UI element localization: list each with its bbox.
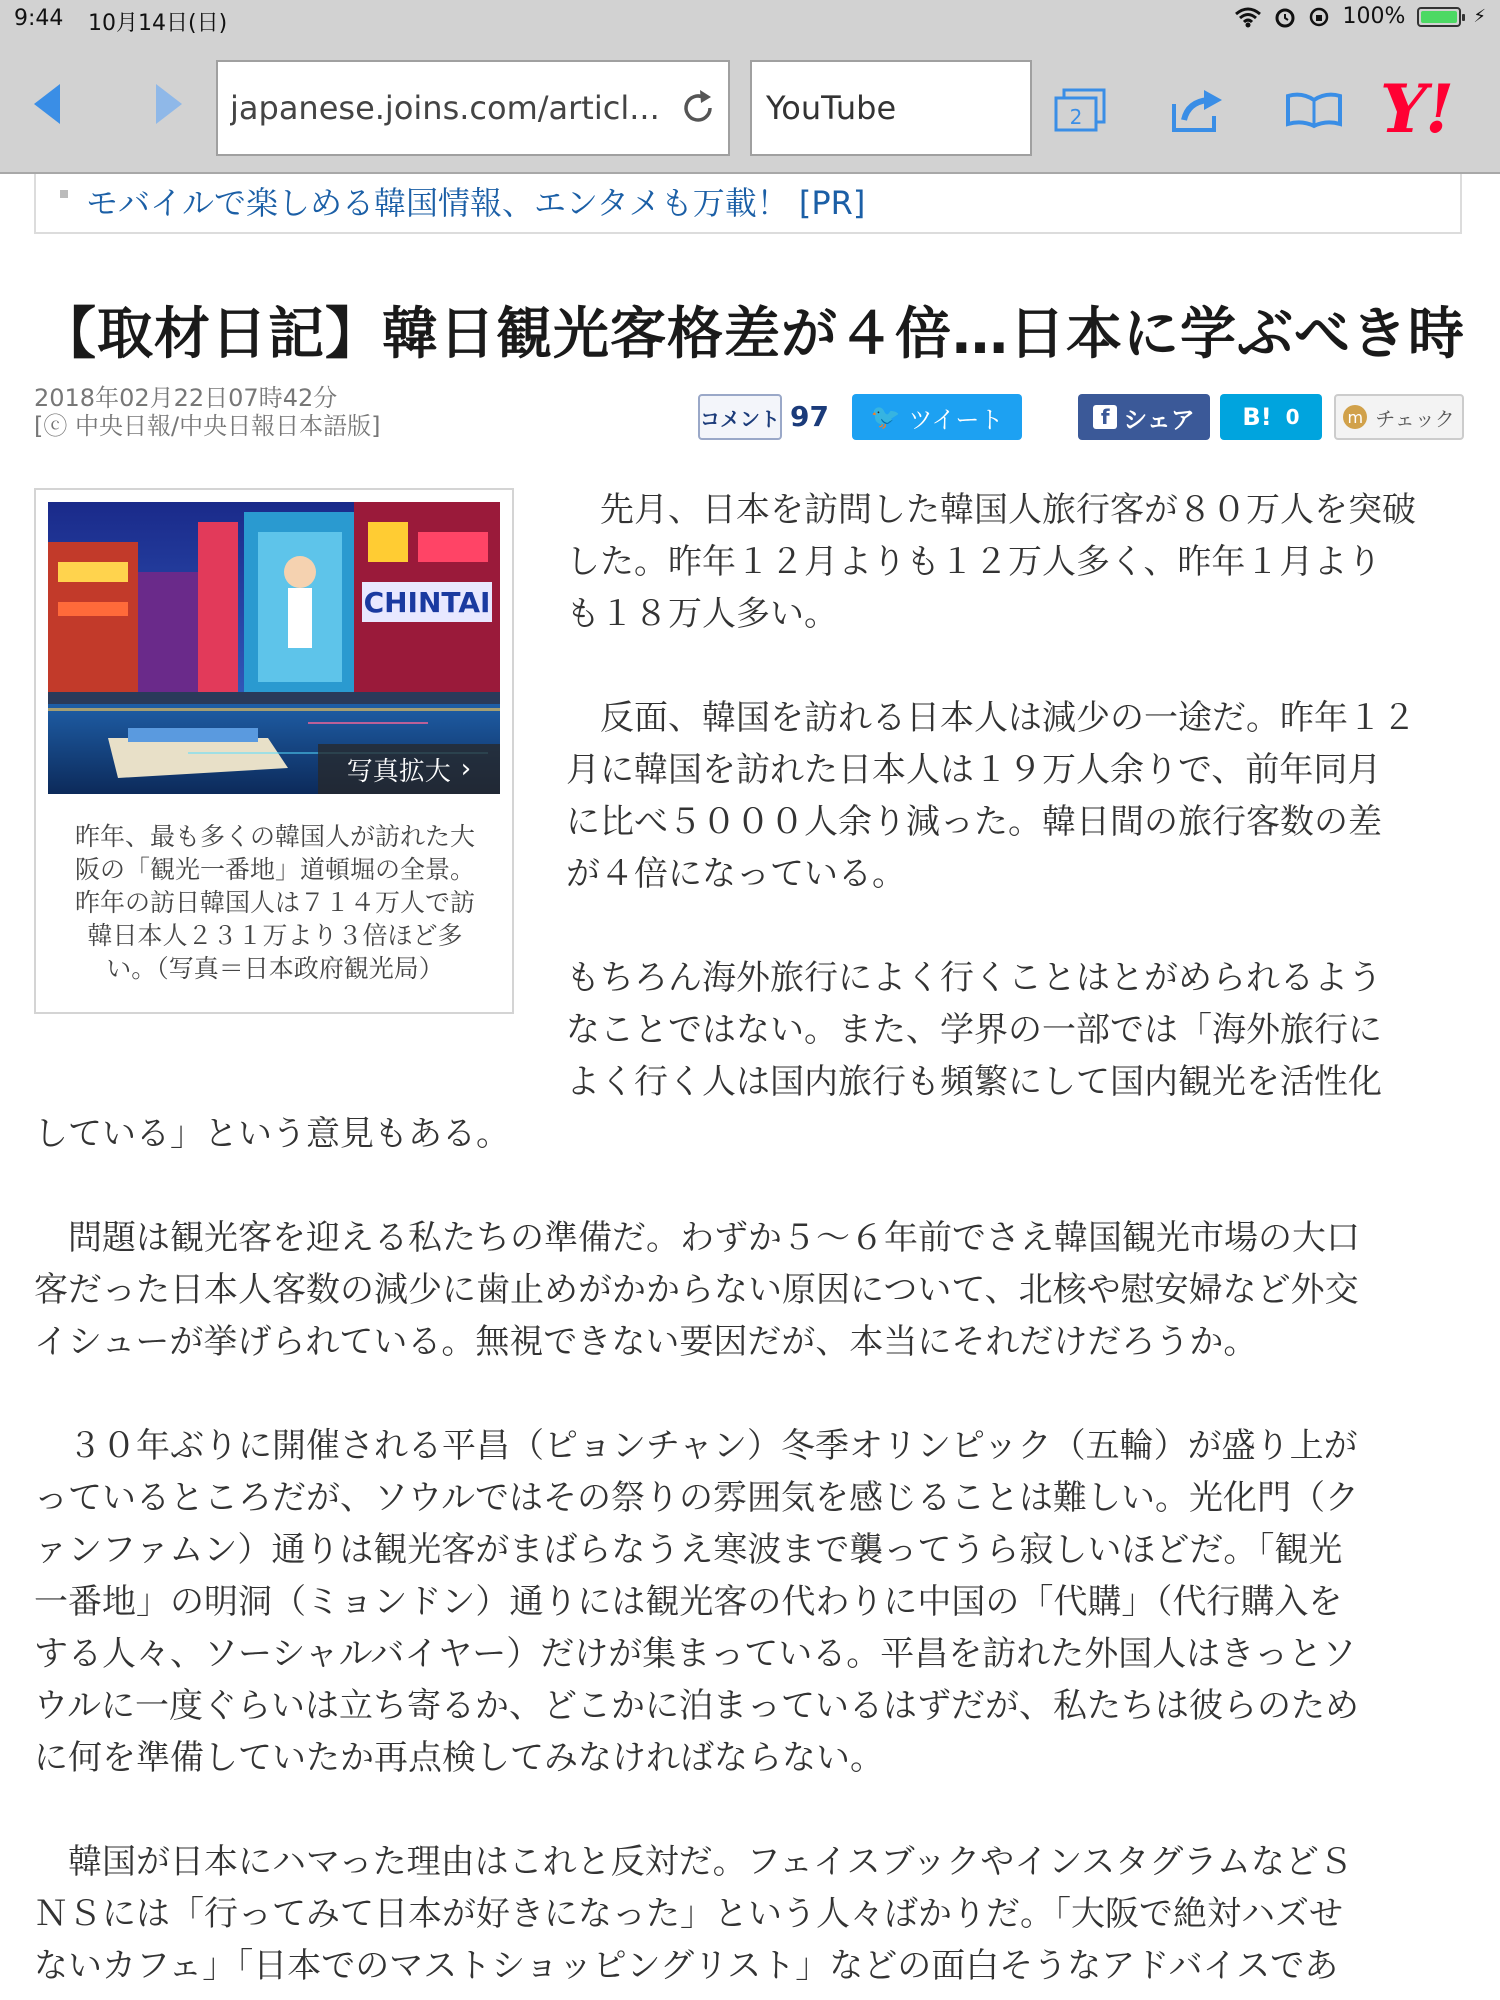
reload-icon [678, 88, 718, 128]
text-line: に何を準備していたか再点検してみなければならない。 [34, 1738, 884, 1778]
hatena-bookmark-button[interactable] [1220, 394, 1322, 440]
text-line: している」という意見もある。 [34, 1114, 510, 1154]
article-paragraph-4 [34, 1212, 1466, 1368]
hatena-label: B! [1242, 403, 1272, 431]
facebook-share-button[interactable] [1078, 394, 1210, 440]
share-label: シェア [1123, 405, 1195, 434]
yahoo-logo-button[interactable]: Y! [1380, 70, 1453, 148]
comment-count: 97 [790, 400, 829, 433]
status-bar [0, 0, 1500, 40]
comment-button[interactable]: コメント [698, 394, 782, 440]
text-line: イシューが挙げられている。無視できない要因だが、本当にそれだけだろうか。 [34, 1322, 1258, 1362]
text-line: も１８万人多い。 [566, 594, 838, 634]
text-line: ァンファムン）通りは観光客がまばらなうえ寒波まで襲ってうら寂しいほどだ。「観光 [34, 1530, 1343, 1570]
reload-button[interactable] [668, 78, 728, 138]
forward-button[interactable] [146, 80, 186, 128]
text-line: もちろん海外旅行によく行くことはとがめられるよう [566, 958, 1382, 998]
wifi-icon [1234, 6, 1262, 28]
text-line: に比べ５０００人余り減った。韓日間の旅行客数の差 [566, 802, 1382, 842]
back-button[interactable] [30, 80, 70, 128]
browser-toolbar [0, 40, 1500, 174]
article-headline: 【取材日記】韓日観光客格差が４倍…日本に学ぶべき時 [40, 302, 1465, 367]
photo-sign-text: CHINTAI [363, 586, 491, 619]
text-line: 反面、韓国を訪れる日本人は減少の一途だ。昨年１２ [566, 698, 1416, 738]
photo-box [34, 488, 514, 1014]
status-icons [1234, 4, 1486, 29]
text-line: した。昨年１２月よりも１２万人多く、昨年１月より [566, 542, 1382, 582]
mixi-check-button[interactable] [1334, 394, 1464, 440]
facebook-icon: f [1093, 405, 1117, 429]
text-line: 月に韓国を訪れた日本人は１９万人余りで、前年同月 [566, 750, 1382, 790]
zoom-label: 写真拡大 [346, 756, 451, 787]
text-line: ３０年ぶりに開催される平昌（ピョンチャン）冬季オリンピック（五輪）が盛り上が [34, 1426, 1358, 1466]
text-line: 韓国が日本にハマった理由はこれと反対だ。フェイスブックやインスタグラムなどＳ [34, 1842, 1353, 1882]
promo-bullet [60, 190, 68, 198]
address-bar[interactable] [216, 60, 730, 156]
text-line: ウルに一度ぐらいは立ち寄るか、どこかに泊まっているはずだが、私たちは彼らのため [34, 1686, 1359, 1726]
article-paragraph-6 [34, 1836, 1466, 1992]
text-line: が４倍になっている。 [566, 854, 906, 894]
back-arrow-icon [30, 80, 70, 128]
promo-link[interactable]: モバイルで楽しめる韓国情報、エンタメも万載！ [PR] [86, 184, 866, 222]
tabs-icon [1052, 86, 1108, 134]
hatena-count: 0 [1285, 405, 1300, 429]
article-date: 2018年02月22日07時42分 [34, 384, 338, 412]
charging-icon: ⚡ [1473, 6, 1486, 27]
share-action-button[interactable] [1166, 84, 1226, 136]
article-photo[interactable] [48, 502, 500, 794]
status-time: 9:44 [14, 6, 64, 31]
check-label: チェック [1375, 406, 1455, 431]
search-input[interactable]: YouTube [750, 60, 1032, 156]
twitter-bird-icon: 🐦 [870, 403, 901, 431]
caption-line: 阪の「観光一番地」道頓堀の全景。 [74, 855, 475, 884]
photo-zoom-button[interactable] [318, 744, 500, 794]
book-icon [1284, 90, 1344, 130]
text-line: よく行く人は国内旅行も頻繁にして国内観光を活性化 [566, 1062, 1382, 1102]
tab-count: 2 [1069, 105, 1083, 129]
article-source: [ⓒ 中央日報/中央日報日本語版] [34, 412, 381, 440]
url-text: japanese.joins.com/articl... [230, 89, 660, 127]
article-paragraph-2 [566, 692, 1466, 900]
text-line: 先月、日本を訪問した韓国人旅行客が８０万人を突破 [566, 490, 1416, 530]
tweet-button[interactable] [852, 394, 1022, 440]
text-line: なことではない。また、学界の一部では「海外旅行に [566, 1010, 1382, 1050]
forward-arrow-icon [146, 80, 186, 128]
status-date: 10月14日(日) [88, 11, 228, 36]
article-paragraph-3 [34, 952, 1474, 1160]
caption-line: 昨年の訪日韓国人は７１４万人で訪 [74, 888, 475, 917]
caption-line: い。（写真＝日本政府観光局） [106, 954, 444, 983]
battery-percent: 100% [1342, 4, 1406, 29]
text-line: する人々、ソーシャルバイヤー）だけが集まっている。平昌を訪れた外国人はきっとソ [34, 1634, 1357, 1674]
article-paragraph-5 [34, 1420, 1466, 1784]
caption-line: 昨年、最も多くの韓国人が訪れた大 [74, 822, 475, 851]
battery-icon [1417, 7, 1461, 27]
text-line: 客だった日本人客数の減少に歯止めがかからない原因について、北核や慰安婦など外交 [34, 1270, 1359, 1310]
text-line: っているところだが、ソウルではその祭りの雰囲気を感じることは難しい。光化門（ク [34, 1478, 1359, 1518]
tabs-button[interactable] [1050, 84, 1110, 136]
article-paragraph-1 [566, 484, 1466, 640]
chevron-right-icon: › [460, 754, 472, 784]
promo-box [34, 174, 1462, 234]
tweet-label: ツイート [908, 405, 1004, 434]
caption-line: 韓日本人２３１万より３倍ほど多 [87, 921, 463, 950]
text-line: 問題は観光客を迎える私たちの準備だ。わずか５～６年前でさえ韓国観光市場の大口 [34, 1218, 1360, 1258]
text-line: ないカフェ」「日本でのマストショッピングリスト」などの面白そうなアドバイスであ [34, 1946, 1339, 1986]
text-line: 一番地」の明洞（ミョンドン）通りには観光客の代わりに中国の「代購」（代行購入を [34, 1582, 1343, 1622]
rotation-lock-icon [1308, 6, 1330, 28]
mixi-icon: m [1343, 405, 1367, 429]
bookmarks-button[interactable] [1284, 84, 1344, 136]
share-icon [1168, 86, 1224, 134]
text-line: ＮＳには「行ってみて日本が好きになった」という人々ばかりだ。「大阪で絶対ハズせ [34, 1894, 1343, 1934]
article-meta [34, 384, 380, 440]
alarm-icon [1274, 6, 1296, 28]
